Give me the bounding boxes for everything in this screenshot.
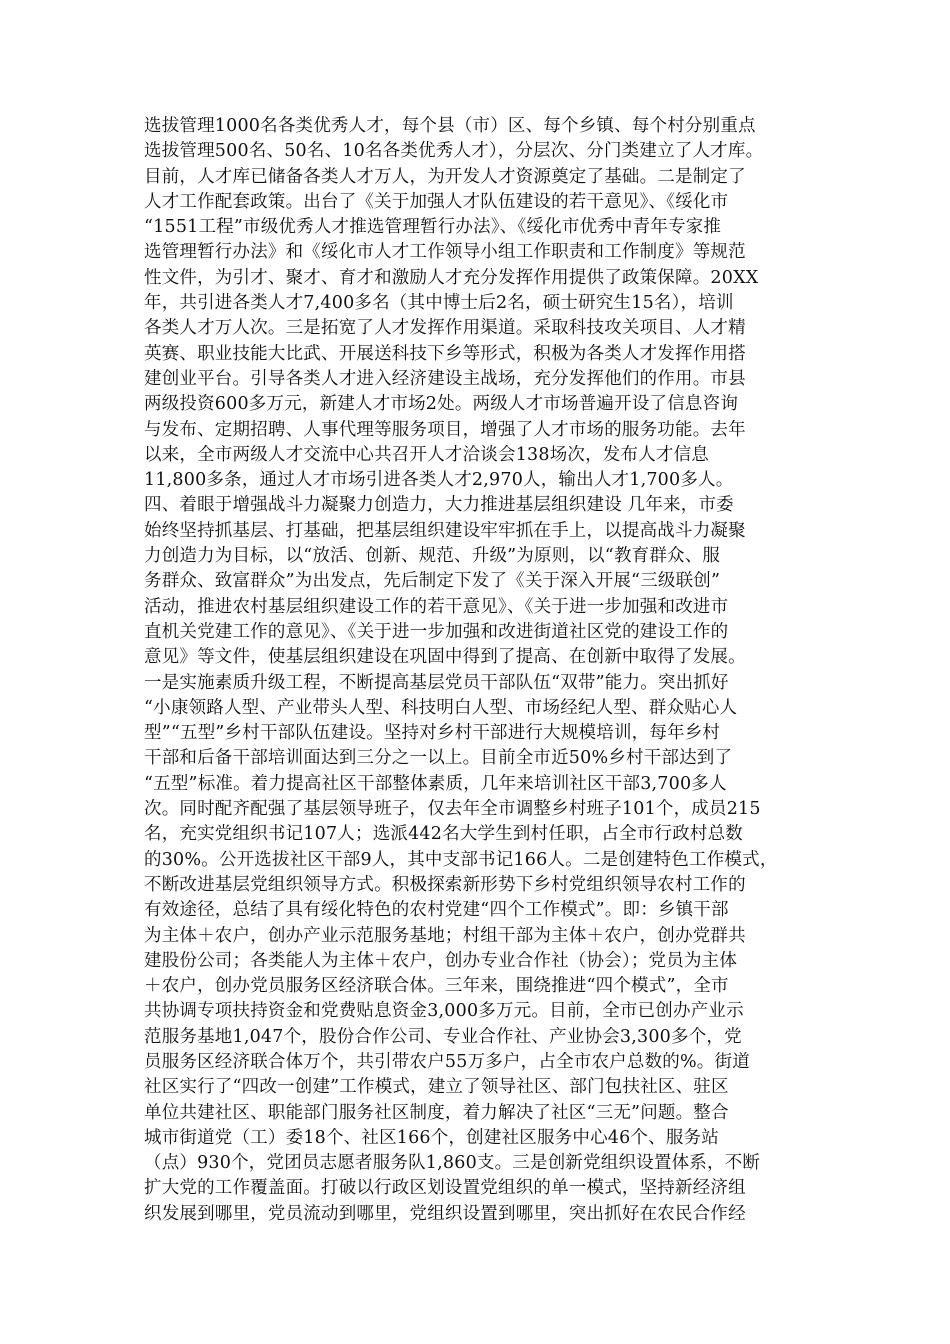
text-line: 务群众、致富群众”为出发点，先后制定下发了《关于深入开展“三级联创”: [144, 571, 721, 592]
text-line: 四、着眼于增强战斗力凝聚力创造力，大力推进基层组织建设 几年来，市委: [144, 495, 734, 516]
text-line: 活动，推进农村基层组织建设工作的若干意见》、《关于进一步加强和改进市: [144, 596, 729, 617]
text-line: 英赛、职业技能大比武、开展送科技下乡等形式，积极为各类人才发挥作用搭: [144, 343, 746, 364]
text-line: 始终坚持抓基层、打基础，把基层组织建设牢牢抓在手上，以提高战斗力凝聚: [144, 520, 746, 541]
text-line: 范服务基地1,047个，股份合作公司、专业合作社、产业协会3,300多个，党: [144, 1026, 742, 1047]
text-line: 力创造力为目标，以“放活、创新、规范、升级”为原则，以“教育群众、服: [144, 546, 721, 567]
text-line: 为主体＋农户，创办产业示范服务基地；村组干部为主体＋农户，创办党群共: [144, 925, 746, 946]
text-line: （点）930个，党团员志愿者服务队1,860支。三是创新党组织设置体系，不断: [144, 1153, 761, 1174]
text-line: 城市街道党（工）委18个、社区166个，创建社区服务中心46个、服务站: [144, 1127, 719, 1148]
text-line: 社区实行了“四改一创建”工作模式，建立了领导社区、部门包扶社区、驻区: [144, 1077, 729, 1098]
text-line: 人才工作配套政策。出台了《关于加强人才队伍建设的若干意见》、《绥化市: [144, 191, 729, 212]
text-line: 目前，人才库已储备各类人才万人，为开发人才资源奠定了基础。二是制定了: [144, 166, 746, 187]
text-line: 的30%。公开选拔社区干部9人，其中支部书记166人。二是创建特色工作模式，: [144, 849, 778, 870]
text-line: 建创业平台。引导各类人才进入经济建设主战场，充分发挥他们的作用。市县: [144, 368, 746, 389]
text-line: 选拔管理500名、50名、10名各类优秀人才），分层次、分门类建立了人才库。: [144, 141, 764, 162]
text-line: 有效途径，总结了具有绥化特色的农村党建“四个工作模式”。即：乡镇干部: [144, 900, 729, 921]
text-line: 年，共引进各类人才7,400多名（其中博士后2名，硕士研究生15名），培训: [144, 293, 734, 314]
body-text: [144, 114, 804, 1227]
text-line: 名，充实党组织书记107人；选派442名大学生到村任职，占全市行政村总数: [144, 824, 744, 845]
text-line: 织发展到哪里，党员流动到哪里，党组织设置到哪里，突出抓好在农民合作经: [144, 1203, 746, 1224]
text-line: “1551工程”市级优秀人才推选管理暂行办法》、《绥化市优秀中青年专家推: [144, 217, 722, 238]
text-line: 单位共建社区、职能部门服务社区制度，着力解决了社区“三无”问题。整合: [144, 1102, 729, 1123]
text-line: 型”“五型”乡村干部队伍建设。坚持对乡村干部进行大规模培训，每年乡村: [144, 723, 721, 744]
text-line: 意见》等文件，使基层组织建设在巩固中得到了提高、在创新中取得了发展。: [144, 647, 746, 668]
text-line: “五型”标准。着力提高社区干部整体素质，几年来培训社区干部3,700多人: [144, 773, 727, 794]
text-line: 11,800多条，通过人才市场引进各类人才2,970人，输出人才1,700多人。: [144, 470, 734, 491]
text-line: 扩大党的工作覆盖面。打破以行政区划设置党组织的单一模式，坚持新经济组: [144, 1178, 746, 1199]
text-line: 次。同时配齐配强了基层领导班子，仅去年全市调整乡村班子101个，成员215: [144, 799, 761, 820]
text-line: 建股份公司；各类能人为主体＋农户，创办专业合作社（协会）；党员为主体: [144, 950, 738, 971]
text-line: 选拔管理1000名各类优秀人才，每个县（市）区、每个乡镇、每个村分别重点: [144, 116, 756, 136]
text-line: 共协调专项扶持资金和党费贴息资金3,000多万元。目前，全市已创办产业示: [144, 1001, 744, 1022]
text-line: 与发布、定期招聘、人事代理等服务项目，增强了人才市场的服务功能。去年: [144, 419, 746, 440]
text-line: 不断改进基层党组织领导方式。积极探索新形势下乡村党组织领导农村工作的: [144, 874, 746, 895]
text-line: 两级投资600多万元，新建人才市场2处。两级人才市场普遍开设了信息咨询: [144, 394, 739, 415]
text-line: 干部和后备干部培训面达到三分之一以上。目前全市近50%乡村干部达到了: [144, 748, 733, 769]
text-line: ＋农户，创办党员服务区经济联合体。三年来，围绕推进“四个模式”，全市: [144, 976, 729, 997]
text-line: “小康领路人型、产业带头人型、科技明白人型、市场经纪人型、群众贴心人: [144, 697, 738, 718]
text-line: 选管理暂行办法》和《绥化市人才工作领导小组工作职责和工作制度》等规范: [144, 242, 746, 263]
text-line: 以来，全市两级人才交流中心共召开人才洽谈会138场次，发布人才信息: [144, 444, 709, 465]
text-line: 直机关党建工作的意见》、《关于进一步加强和改进街道社区党的建设工作的: [144, 621, 729, 642]
text-line: 性文件，为引才、聚才、育才和激励人才充分发挥作用提供了政策保障。20XX: [144, 267, 759, 288]
text-line: 员服务区经济联合体万个，共引带农户55万多户，占全市农户总数的%。街道: [144, 1051, 750, 1072]
text-line: 各类人才万人次。三是拓宽了人才发挥作用渠道。采取科技攻关项目、人才精: [144, 318, 746, 339]
text-line: 一是实施素质升级工程，不断提高基层党员干部队伍“双带”能力。突出抓好: [144, 672, 729, 693]
